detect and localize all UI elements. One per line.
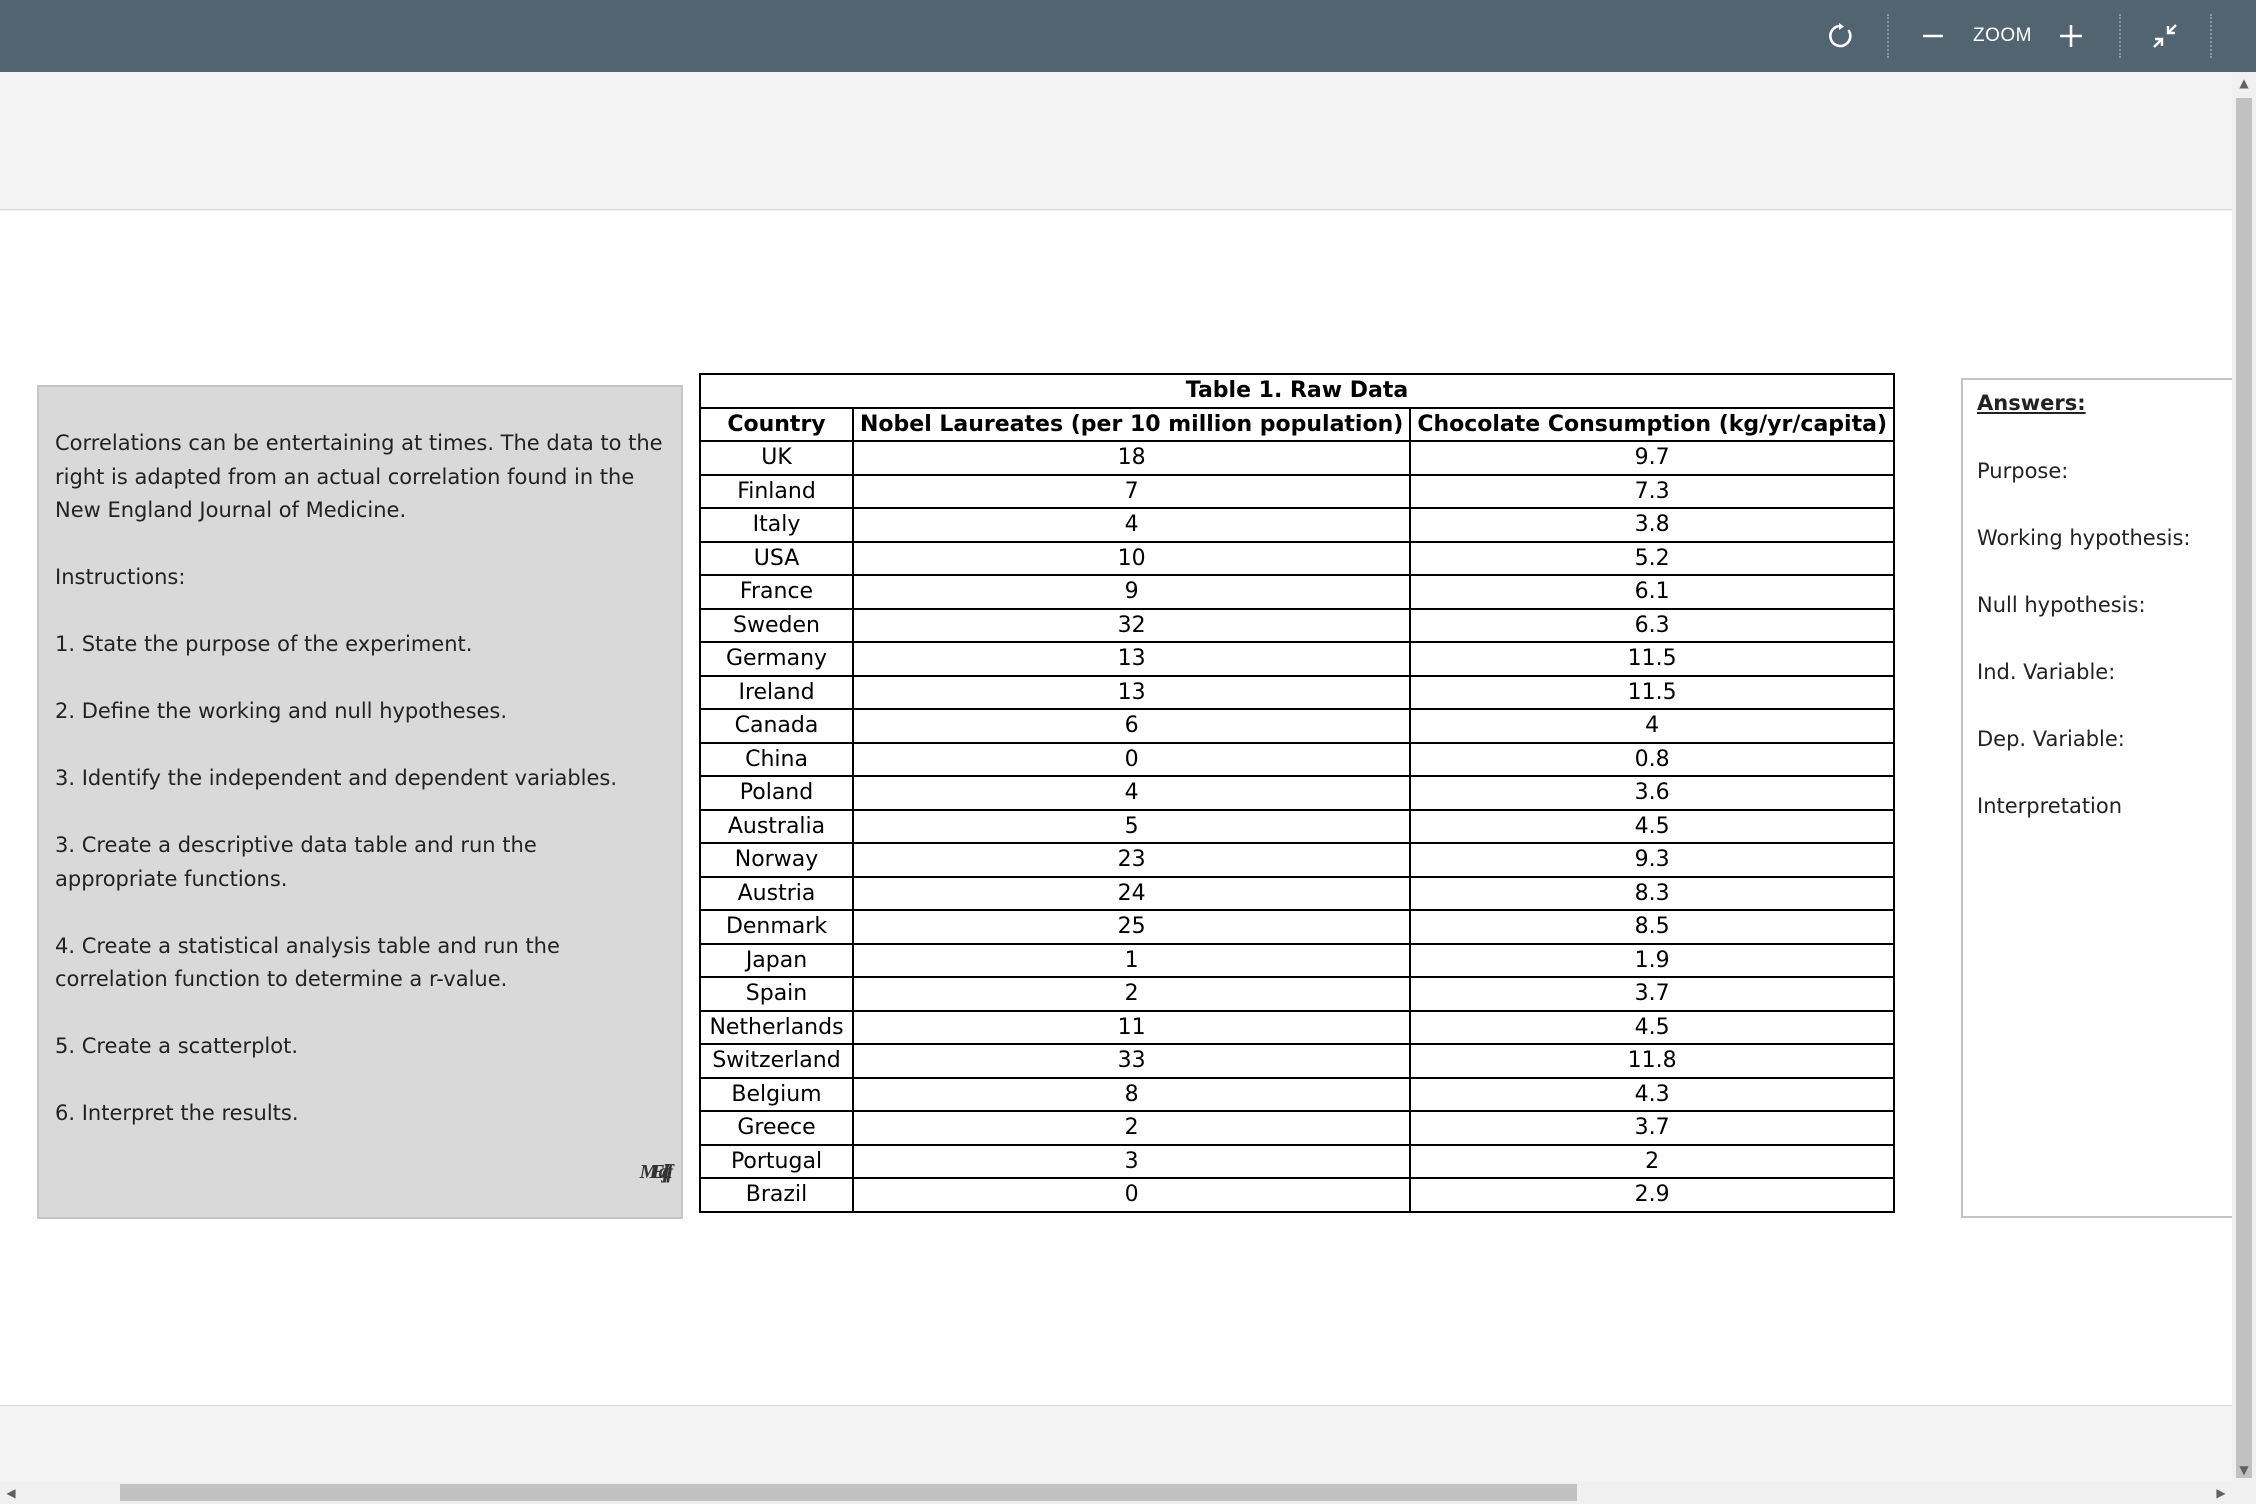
instruction-step: 3. Create a descriptive data table and run the appropriate functions. [55,833,537,891]
cell-country: Denmark [700,910,853,944]
cell-country: Austria [700,877,853,911]
cell-country: Spain [700,977,853,1011]
cell-country: USA [700,542,853,576]
viewer-toolbar [0,0,2256,72]
cell-chocolate-consumption: 8.5 [1410,910,1894,944]
table-row [700,977,1894,1011]
table-row [700,709,1894,743]
scroll-up-icon[interactable]: ▲ [2239,76,2249,90]
cell-nobel-laureates: 6 [853,709,1410,743]
scroll-left-icon[interactable]: ◀ [6,1485,16,1500]
table-row [700,1178,1894,1212]
refresh-icon [1826,22,1854,50]
cell-country: Australia [700,810,853,844]
instruction-step: 6. Interpret the results. [55,1101,299,1125]
cell-country: Belgium [700,1078,853,1112]
cell-nobel-laureates: 33 [853,1044,1410,1078]
exit-fullscreen-icon [2151,22,2179,50]
cell-nobel-laureates: 1 [853,944,1410,978]
table-row [700,743,1894,777]
table-row [700,1044,1894,1078]
cell-country: Greece [700,1111,853,1145]
column-header-country: Country [700,408,853,442]
raw-data-table [699,373,1895,1213]
toolbar-separator [2119,14,2121,58]
cell-country: Ireland [700,676,853,710]
cell-country: Finland [700,475,853,509]
instruction-step: 1. State the purpose of the experiment. [55,632,473,656]
answers-panel [1961,378,2232,1218]
cell-country: Netherlands [700,1011,853,1045]
cell-chocolate-consumption: 9.7 [1410,441,1894,475]
table-row [700,508,1894,542]
column-header-nobel-laureates: Nobel Laureates (per 10 million population) [853,408,1410,442]
cell-nobel-laureates: 2 [853,1111,1410,1145]
cell-nobel-laureates: 11 [853,1011,1410,1045]
cell-nobel-laureates: 23 [853,843,1410,877]
horizontal-scrollbar[interactable] [0,1481,2256,1504]
cell-nobel-laureates: 24 [853,877,1410,911]
scroll-right-icon[interactable]: ▶ [2216,1485,2226,1500]
cell-country: Norway [700,843,853,877]
cell-chocolate-consumption: 11.5 [1410,676,1894,710]
table-row [700,776,1894,810]
zoom-out-button[interactable] [1916,0,1950,72]
instruction-step: 4. Create a statistical analysis table and run the correlation function to determine a r-value. [55,933,560,991]
author-signature-mark: MEdfjftiiaf [639,1160,667,1183]
cell-country: China [700,743,853,777]
cell-chocolate-consumption: 3.8 [1410,508,1894,542]
table-row [700,877,1894,911]
answer-purpose: Purpose: [1977,459,2069,483]
cell-chocolate-consumption: 1.9 [1410,944,1894,978]
cell-chocolate-consumption: 3.7 [1410,977,1894,1011]
table-row [700,475,1894,509]
toolbar-separator [2210,14,2212,58]
table-row [700,810,1894,844]
vertical-scrollbar[interactable] [2232,72,2256,1481]
cell-nobel-laureates: 25 [853,910,1410,944]
cell-nobel-laureates: 2 [853,977,1410,1011]
cell-chocolate-consumption: 11.5 [1410,642,1894,676]
table-row [700,843,1894,877]
instruction-step: 2. Define the working and null hypotheses. [55,699,508,723]
cell-chocolate-consumption: 4.5 [1410,1011,1894,1045]
table-row [700,609,1894,643]
cell-country: Sweden [700,609,853,643]
answer-null-hypothesis: Null hypothesis: [1977,593,2146,617]
table-row [700,1145,1894,1179]
instructions-box [37,385,683,1219]
document-top-margin [0,72,2232,210]
cell-chocolate-consumption: 9.3 [1410,843,1894,877]
table-row [700,575,1894,609]
answer-working-hypothesis: Working hypothesis: [1977,526,2191,550]
cell-country: Portugal [700,1145,853,1179]
cell-country: Germany [700,642,853,676]
cell-chocolate-consumption: 3.7 [1410,1111,1894,1145]
zoom-in-icon [2058,23,2084,49]
cell-country: UK [700,441,853,475]
document-bottom-margin [0,1407,2232,1481]
toolbar-separator [1887,14,1889,58]
cell-chocolate-consumption: 5.2 [1410,542,1894,576]
cell-nobel-laureates: 4 [853,776,1410,810]
table-row [700,944,1894,978]
cell-nobel-laureates: 4 [853,508,1410,542]
table-row [700,542,1894,576]
answer-interpretation: Interpretation [1977,794,2123,818]
zoom-out-icon [1921,24,1945,48]
instruction-step: 5. Create a scatterplot. [55,1034,299,1058]
intro-text: Correlations can be entertaining at times. The data to the right is adapted from an actual correlation found in the New England Journal of Medicine. [55,431,663,522]
answer-dependent-variable: Dep. Variable: [1977,727,2125,751]
table-row [700,1011,1894,1045]
exit-fullscreen-button[interactable] [2146,0,2184,72]
refresh-button[interactable] [1820,0,1860,72]
cell-chocolate-consumption: 3.6 [1410,776,1894,810]
column-header-chocolate-consumption: Chocolate Consumption (kg/yr/capita) [1410,408,1894,442]
table-row [700,642,1894,676]
table-row [700,910,1894,944]
cell-nobel-laureates: 18 [853,441,1410,475]
table-row [700,676,1894,710]
cell-nobel-laureates: 3 [853,1145,1410,1179]
horizontal-scrollbar-thumb[interactable] [120,1484,1577,1501]
cell-country: Canada [700,709,853,743]
cell-nobel-laureates: 8 [853,1078,1410,1112]
cell-chocolate-consumption: 6.1 [1410,575,1894,609]
cell-nobel-laureates: 7 [853,475,1410,509]
cell-nobel-laureates: 13 [853,676,1410,710]
zoom-in-button[interactable] [2054,0,2088,72]
cell-country: Italy [700,508,853,542]
cell-country: Japan [700,944,853,978]
cell-nobel-laureates: 9 [853,575,1410,609]
vertical-scrollbar-thumb[interactable] [2236,98,2252,1478]
cell-chocolate-consumption: 2 [1410,1145,1894,1179]
cell-nobel-laureates: 10 [853,542,1410,576]
cell-chocolate-consumption: 11.8 [1410,1044,1894,1078]
cell-chocolate-consumption: 7.3 [1410,475,1894,509]
cell-chocolate-consumption: 4.5 [1410,810,1894,844]
zoom-label: ZOOM [1973,25,2032,46]
table-row [700,441,1894,475]
cell-country: Poland [700,776,853,810]
scroll-down-icon[interactable]: ▼ [2239,1463,2249,1477]
instruction-step: 3. Identify the independent and dependent variables. [55,766,618,790]
cell-chocolate-consumption: 8.3 [1410,877,1894,911]
cell-nobel-laureates: 0 [853,1178,1410,1212]
cell-nobel-laureates: 32 [853,609,1410,643]
cell-chocolate-consumption: 4.3 [1410,1078,1894,1112]
cell-country: Brazil [700,1178,853,1212]
cell-nobel-laureates: 5 [853,810,1410,844]
cell-nobel-laureates: 0 [853,743,1410,777]
cell-chocolate-consumption: 0.8 [1410,743,1894,777]
cell-chocolate-consumption: 6.3 [1410,609,1894,643]
table-title: Table 1. Raw Data [700,374,1894,408]
cell-country: France [700,575,853,609]
table-row [700,1111,1894,1145]
cell-chocolate-consumption: 2.9 [1410,1178,1894,1212]
cell-country: Switzerland [700,1044,853,1078]
instructions-heading: Instructions: [55,565,186,589]
answers-title: Answers: [1977,391,2086,415]
cell-chocolate-consumption: 4 [1410,709,1894,743]
table-row [700,1078,1894,1112]
cell-nobel-laureates: 13 [853,642,1410,676]
answer-independent-variable: Ind. Variable: [1977,660,2116,684]
